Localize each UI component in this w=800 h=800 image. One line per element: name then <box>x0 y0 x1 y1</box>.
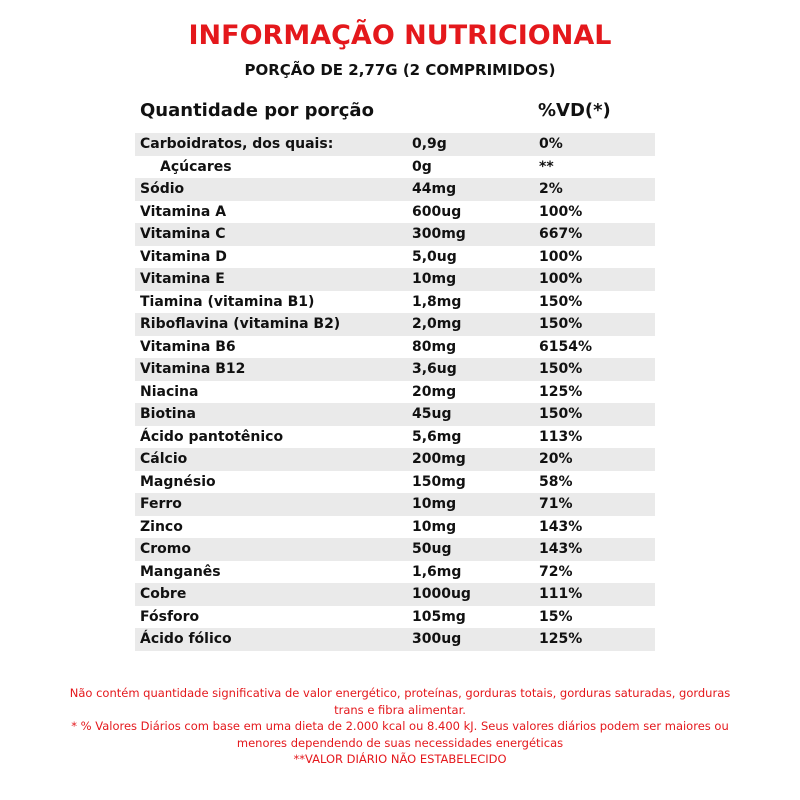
nutrient-quantity: 1,6mg <box>412 563 462 580</box>
nutrient-name: Carboidratos, dos quais: <box>140 136 334 152</box>
nutrient-daily-value: 111% <box>539 586 583 602</box>
table-header <box>135 100 655 126</box>
serving-size-subtitle: PORÇÃO DE 2,77G (2 COMPRIMIDOS) <box>244 61 556 79</box>
footnotes <box>60 685 740 768</box>
nutrient-quantity: 44mg <box>412 181 457 197</box>
nutrient-daily-value: ** <box>539 158 554 175</box>
nutrient-quantity: 150mg <box>412 473 466 490</box>
nutrient-quantity: 50ug <box>412 541 452 557</box>
nutrient-name: Magnésio <box>140 473 216 490</box>
nutrient-quantity: 3,6ug <box>412 361 457 377</box>
nutrient-daily-value: 143% <box>539 518 583 535</box>
table-row <box>135 133 655 156</box>
nutrient-name: Vitamina C <box>140 226 226 242</box>
nutrient-quantity: 105mg <box>412 608 466 625</box>
nutrient-name: Ácido pantotênico <box>140 428 284 445</box>
nutrient-daily-value: 150% <box>539 361 583 377</box>
nutrient-name: Vitamina D <box>140 248 227 265</box>
table-row <box>135 471 655 494</box>
nutrient-quantity: 10mg <box>412 518 457 535</box>
table-row <box>135 156 655 179</box>
table-row <box>135 313 655 336</box>
nutrient-quantity: 45ug <box>412 406 452 422</box>
nutrient-name: Ácido fólico <box>140 631 232 647</box>
table-row <box>135 268 655 291</box>
nutrient-quantity: 5,0ug <box>412 248 457 265</box>
nutrient-quantity: 10mg <box>412 271 457 287</box>
footnote-daily-values: * % Valores Diários com base em uma dieta de 2.000 kcal ou 8.400 kJ. Seus valores diários podem ser maiores ou menores dependendo de suas necessidades energéticas <box>71 719 729 750</box>
table-row <box>135 381 655 404</box>
nutrient-daily-value: 58% <box>539 473 573 490</box>
table-row <box>135 583 655 606</box>
nutrient-daily-value: 6154% <box>539 338 592 355</box>
nutrient-quantity: 600ug <box>412 203 462 220</box>
table-row <box>135 628 655 651</box>
nutrient-name: Cromo <box>140 541 192 557</box>
nutrient-daily-value: 150% <box>539 293 583 310</box>
footnote-not-established: **VALOR DIÁRIO NÃO ESTABELECIDO <box>293 752 507 766</box>
nutrient-quantity: 1,8mg <box>412 293 462 310</box>
nutrient-daily-value: 150% <box>539 406 583 422</box>
nutrition-table <box>135 133 655 651</box>
table-row <box>135 223 655 246</box>
nutrient-daily-value: 100% <box>539 271 583 287</box>
nutrient-daily-value: 72% <box>539 563 573 580</box>
table-row <box>135 448 655 471</box>
table-row <box>135 358 655 381</box>
nutrient-quantity: 300ug <box>412 631 462 647</box>
table-row <box>135 538 655 561</box>
nutrient-quantity: 300mg <box>412 226 466 242</box>
nutrient-quantity: 0,9g <box>412 136 447 152</box>
nutrient-name: Ferro <box>140 496 182 512</box>
nutrient-quantity: 80mg <box>412 338 457 355</box>
daily-value-header: %VD(*) <box>538 100 611 121</box>
nutrient-daily-value: 667% <box>539 226 583 242</box>
nutrient-name: Cobre <box>140 586 187 602</box>
nutrient-name: Cálcio <box>140 451 188 467</box>
nutrient-daily-value: 143% <box>539 541 583 557</box>
nutrient-quantity: 200mg <box>412 451 466 467</box>
nutrient-daily-value: 125% <box>539 631 583 647</box>
nutrient-daily-value: 100% <box>539 203 583 220</box>
nutrient-daily-value: 150% <box>539 316 583 332</box>
footnote-not-significant: Não contém quantidade significativa de valor energético, proteínas, gorduras totais, gorduras saturadas, gorduras trans e fibra alimentar. <box>69 686 731 717</box>
nutrient-name: Fósforo <box>140 608 200 625</box>
nutrient-quantity: 2,0mg <box>412 316 462 332</box>
table-row <box>135 561 655 584</box>
nutrient-quantity: 5,6mg <box>412 428 462 445</box>
nutrient-name: Vitamina E <box>140 271 225 287</box>
nutrient-name: Manganês <box>140 563 221 580</box>
quantity-per-serving-header: Quantidade por porção <box>140 100 374 121</box>
table-row <box>135 516 655 539</box>
table-row <box>135 178 655 201</box>
nutrient-name: Vitamina A <box>140 203 227 220</box>
nutrient-quantity: 0g <box>412 158 432 175</box>
nutrient-daily-value: 71% <box>539 496 573 512</box>
table-row <box>135 426 655 449</box>
nutrient-quantity: 10mg <box>412 496 457 512</box>
nutrient-name: Niacina <box>140 383 199 400</box>
nutrient-name: Açúcares <box>160 158 232 175</box>
nutrient-name: Tiamina (vitamina B1) <box>140 293 315 310</box>
nutrient-name: Zinco <box>140 518 183 535</box>
nutrient-daily-value: 2% <box>539 181 563 197</box>
nutrient-quantity: 20mg <box>412 383 457 400</box>
table-row <box>135 201 655 224</box>
page-title: INFORMAÇÃO NUTRICIONAL <box>188 20 612 51</box>
table-row <box>135 403 655 426</box>
nutrient-name: Vitamina B12 <box>140 361 246 377</box>
nutrient-name: Riboflavina (vitamina B2) <box>140 316 341 332</box>
nutrient-name: Vitamina B6 <box>140 338 236 355</box>
nutrient-daily-value: 15% <box>539 608 573 625</box>
table-row <box>135 336 655 359</box>
table-row <box>135 493 655 516</box>
nutrient-daily-value: 113% <box>539 428 583 445</box>
nutrient-name: Sódio <box>140 181 185 197</box>
nutrient-daily-value: 20% <box>539 451 573 467</box>
table-row <box>135 291 655 314</box>
nutrient-daily-value: 100% <box>539 248 583 265</box>
table-row <box>135 606 655 629</box>
nutrient-daily-value: 0% <box>539 136 563 152</box>
nutrient-quantity: 1000ug <box>412 586 471 602</box>
nutrient-name: Biotina <box>140 406 196 422</box>
table-row <box>135 246 655 269</box>
nutrient-daily-value: 125% <box>539 383 583 400</box>
